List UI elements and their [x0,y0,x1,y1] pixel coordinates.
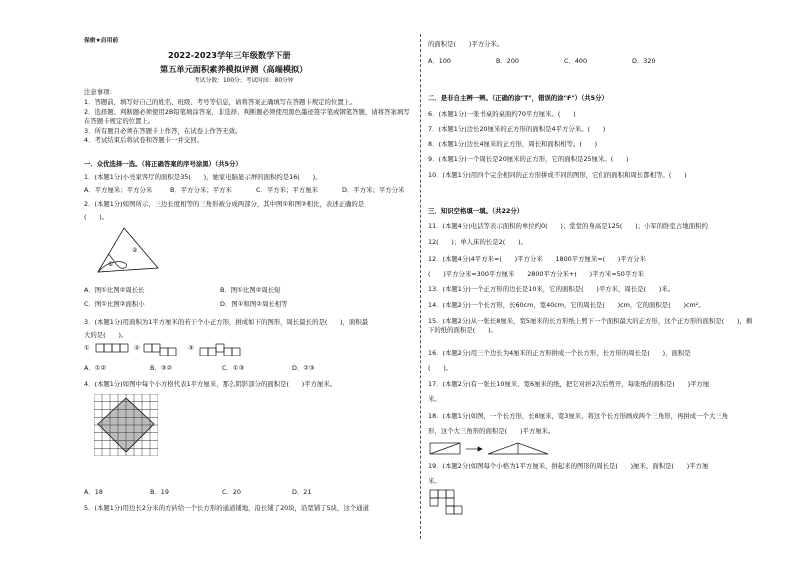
fill-item: 12( )；单人床的长是2( )。 [428,238,527,246]
figure-label: ③ [188,344,194,352]
svg-text:②: ② [132,247,138,254]
fill-item: 米。 [428,477,441,485]
note-item: 2．选择题、判断题必须使用2B铅笔填涂答案，非选择，判断题必须使用黑色墨迹签字笔或钢笔答题，请将答案填写在答题卡规定的位置上。 [84,108,410,125]
option-a[interactable]: A．平方厘米；平方分米 [84,186,153,194]
option-d[interactable]: D．平方米；平方分米 [342,186,405,194]
section-heading: 一．众优选择一选。（将正确答案的序号涂黑）（共5分） [84,160,242,168]
fill-item: 12．(本题4分)4平方米=( )平方分米 1800平方厘米=( )平方分米 [428,255,646,263]
option-b[interactable]: B．平方分米；平方米 [170,186,232,194]
option-b[interactable]: B．③② [150,364,173,372]
option-c[interactable]: C．①③ [222,364,245,372]
judge-item: 9．(本题1分)一个周长是20厘米的正方形，它的面积是25厘米。( ) [428,155,629,163]
exam-title: 2022-2023学年三年级数学下册 [168,50,291,60]
judge-item: 7．(本题1分)边长20厘米的正方形的面积是4平方分米。( ) [428,125,606,133]
note-item: 4．考试结束后将试卷和答题卡一并交回。 [84,136,204,144]
option-c[interactable]: C．20 [222,488,241,496]
option-d[interactable]: D．320 [632,57,656,65]
grid-shape-figure [428,488,478,516]
secret-label: 保密★启用前 [84,38,119,44]
grid-figure [94,394,158,456]
question-text: 5．(本题1分)用边长2分米的方砖给一个长方形的通道铺地，沿长铺了20块，沿宽铺了5块，这个通道 [84,504,370,512]
option-b[interactable]: B．图①比图②周长短 [220,286,281,294]
option-d[interactable]: D．图①和图②周长相等 [220,300,288,308]
svg-text:①: ① [108,261,114,268]
figure-label: ② [134,344,140,352]
question-text: 4．(本题1分)如图中每个小方格代表1平方厘米，那么阴影部分的面积是( )平方厘米。 [84,380,337,388]
note-item: 1．答题前，填写好自己的姓名、班级、考号等信息，请将答案正确填写在答题卡规定的位置上。 [84,98,357,106]
figure-label: ① [84,344,90,352]
exam-info: 考试分数：100分；考试时间：80分钟 [194,78,294,84]
fill-item: 16．(本题2分)用三个边长为4厘米的正方形拼成一个长方形，长方形的周长是( )，面积是 [428,349,691,357]
fill-item: 14．(本题2分)一个长方形，长60cm，宽40cm，它的周长是( )cm，它的面积是( )cm²。 [428,301,705,309]
question-text: ( )。 [84,213,109,221]
fill-item: 17．(本题2分)有一张长10厘米，宽6厘米的纸，把它对折2次后剪开，每张纸的面积是( )平方厘 [428,380,710,388]
option-b[interactable]: B．19 [150,488,169,496]
fill-item: 13．(本题1分)一个正方形的边长是10米，它的面积是( )平方米，周长是( )米。 [428,285,675,293]
question-text: 3．(本题1分)用面积为1平方厘米的若干个小正方形，拼成如下的图形，周长最长的是( )，面积最 [84,318,369,326]
fill-item: 11．(本题4分)电话等表示面积的单位约0( )；堂堂的身高是125( )；小军的卧室占地面积约 [428,222,708,230]
fill-item: 形，这个大三角形的面积是( )平方厘米。 [428,427,555,435]
fill-item: ( )。 [428,364,453,372]
squares-figure [84,340,284,356]
rectangle-triangle-figure [428,440,568,456]
section-heading: 二．是非自主辨一辨。（正确的涂"T"，错误的涂"F"）（共5分） [428,94,608,102]
option-c[interactable]: C．400 [564,57,588,65]
exam-subtitle: 第五单元面积素养模拟评测（高端模拟） [160,64,308,74]
judge-item: 6．(本题1分)一张书桌的桌面约70平方厘米。( ) [428,110,576,118]
option-c[interactable]: C．平方米；平方厘米 [256,186,318,194]
judge-item: 8．(本题1分)边长4厘米的正方形，周长和面积相等。( ) [428,140,598,148]
option-b[interactable]: B．200 [496,57,519,65]
question-text: 的面积是( )平方分米。 [428,40,504,48]
fill-item: ( )平方分米=300平方厘米 2800平方分米+( )平方米=50平方米 [428,270,645,278]
option-d[interactable]: D．②③ [292,364,315,372]
column-divider [420,34,421,539]
notes-heading: 注意事项： [84,88,116,96]
judge-item: 10．(本题1分)用四个完全相同的正方形拼成不同的图形，它们的面积和周长都相等。( ) [428,171,687,179]
question-text: 大的是( )。 [84,331,128,339]
option-a[interactable]: A．100 [428,57,451,65]
fill-item: 米。 [428,395,441,403]
fill-item: 19．(本题2分)如图每个小格为1平方厘米，拼起来的图形的周长是( )厘米，面积是( )平方厘 [428,462,709,470]
section-heading: 三．知识空格填一填。（共22分） [428,207,524,215]
option-c[interactable]: C．图①比图②面积小 [84,300,145,308]
option-a[interactable]: A．①② [84,364,107,372]
option-a[interactable]: A．18 [84,488,103,496]
question-text: 1．(本题1分)小亮家客厅的面积是35( )，她家电脑显示屏的面积约是16( )。 [84,173,322,181]
fill-item: 18．(本题1分)如图，一个长方形，长8厘米，宽3厘米，将这个长方形画成两个三角形，再拼成一个大三角 [428,412,729,420]
question-text: 2．(本题1分)如图所示，三边长度相等的三角形被分成两部分，其中图①和图②相比，表述正确的是 [84,200,365,208]
fill-item: 15．(本题2分)从一张长8厘米，宽5厘米的长方形纸上剪下一个面积最大的正方形，这个正方形的面积是( )，剩下的纸的面积是( )。 [428,317,753,334]
option-a[interactable]: A．图①比图②周长长 [84,286,145,294]
triangle-figure [94,224,164,276]
note-item: 3．所有题目必须在答题卡上作答，在试卷上作答无效。 [84,127,242,135]
option-d[interactable]: D．21 [292,488,312,496]
